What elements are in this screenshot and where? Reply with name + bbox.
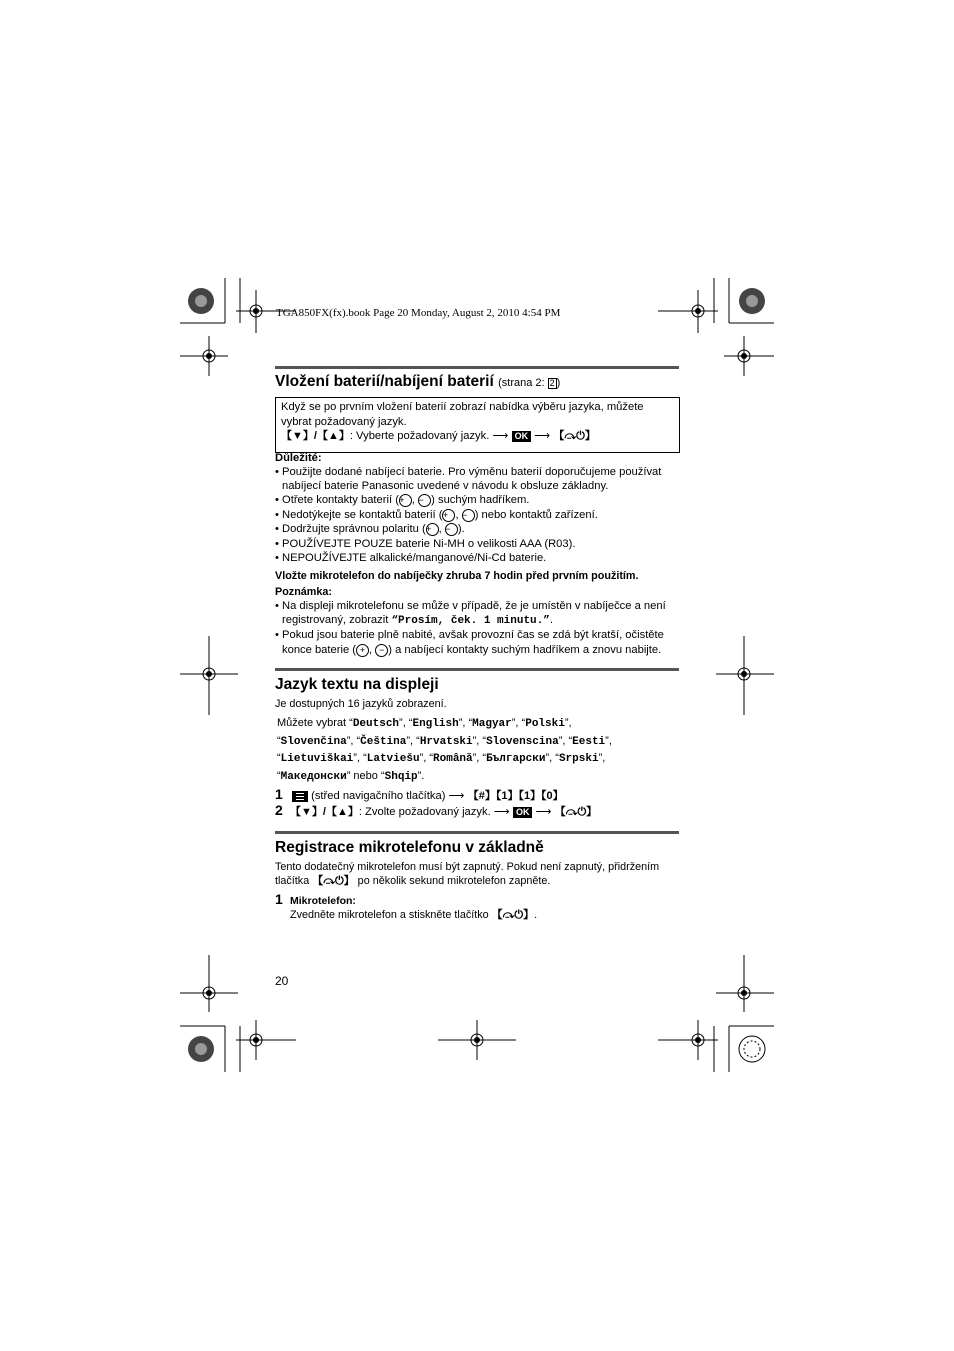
section-divider [275, 831, 679, 834]
page-ref: (strana 2: 2 ) [498, 377, 561, 389]
up-down-keys: 【▼】/【▲】 [281, 430, 350, 442]
section-title-batteries [275, 373, 560, 391]
section-divider [275, 366, 679, 369]
section-divider [275, 668, 679, 671]
section-title-registration: Registrace mikrotelefonu v základně [275, 839, 544, 856]
plus-icon: + [426, 523, 439, 536]
bullet-item: • Dodržujte správnou polaritu (+ , − ). [275, 523, 465, 535]
note-item: • Pokud jsou baterie plně nabité, avšak provozní čas se zdá být kratší, očistěte [275, 629, 664, 641]
page-number: 20 [275, 974, 289, 988]
off-key: 【⤼⏻】 [491, 909, 535, 921]
note-label: Poznámka: [275, 586, 332, 598]
step-number: 1 [275, 891, 283, 907]
minus-icon: − [445, 523, 458, 536]
minus-icon: − [375, 644, 388, 657]
bullet-item: • POUŽÍVEJTE POUZE baterie Ni-MH o velikosti AAA (R03). [275, 538, 576, 550]
plus-icon: + [442, 509, 455, 522]
language-list: Můžete vybrat “Deutsch”, “English”, “Magyar”, “Polski”, “Slovenčina”, “Čeština”, “Hrvatski”, “Slovenscina”, “Eesti”, “Lietuviškai”, “Latviešu”, “Română”, “Български”, “Srpski”, “Македонски” nebo “Shqip”. [277, 717, 612, 783]
step-1-text: (střed navigačního tlačítka) ⟶ 【#】【1】【1】【0】 [292, 789, 564, 804]
box-instruction: 【▼】/【▲】: Vyberte požadovaný jazyk. ⟶ OK ⟶ 【⤼⏻】 [281, 430, 596, 442]
plus-icon: + [399, 494, 412, 507]
up-down-keys: 【▼】/【▲】 [290, 806, 359, 818]
plus-icon: + [356, 644, 369, 657]
bullet-item-cont: nabíjecí baterie Panasonic uvedené v návodu k obsluze základny. [282, 480, 609, 492]
minus-icon: − [418, 494, 431, 507]
arrow-icon: ⟶ [535, 806, 552, 818]
bullet-item: • NEPOUŽÍVEJTE alkalické/manganové/Ni-Cd baterie. [275, 552, 547, 564]
language-intro: Je dostupných 16 jazyků zobrazení. [275, 698, 447, 710]
note-item-cont: konce baterie ( + , − ) a nabíjecí kontakty suchým hadříkem a znovu nabijte. [282, 644, 662, 656]
note-item: • Na displeji mikrotelefonu se může v případě, že je umístěn v nabíječce a není [275, 600, 666, 612]
off-key: 【⤼⏻】 [312, 875, 355, 887]
menu-icon [292, 791, 308, 802]
handset-instruction: Zvedněte mikrotelefon a stiskněte tlačítko 【⤼⏻】. [290, 909, 538, 921]
display-message: “Prosím, ček. 1 minutu.” [391, 615, 550, 627]
registration-intro: Tento dodatečný mikrotelefon musí být zapnutý. Pokud není zapnutý, přidržením [275, 861, 660, 873]
code-keys: 【#】【1】【1】【0】 [467, 790, 564, 802]
bullet-item: • Použijte dodané nabíjecí baterie. Pro výměnu baterií doporučujeme používat [275, 466, 662, 478]
arrow-icon: ⟶ [492, 430, 509, 442]
bullet-item: • Nedotýkejte se kontaktů baterií (+ , − ) nebo kontaktů zařízení. [275, 509, 598, 521]
box-line: Když se po prvním vložení baterií zobrazí nabídka výběru jazyka, můžete [281, 401, 644, 413]
section-title-text: Vložení baterií/nabíjení baterií [275, 373, 494, 390]
off-key: 【⤼⏻】 [553, 430, 596, 442]
arrow-icon: ⟶ [534, 430, 551, 442]
off-key: 【⤼⏻】 [554, 806, 598, 818]
arrow-icon: ⟶ [448, 790, 465, 802]
charge-note: Vložte mikrotelefon do nabíječky zhruba 7 hodin před prvním použitím. [275, 570, 639, 582]
section-title-language: Jazyk textu na displeji [275, 676, 439, 693]
ok-icon: OK [512, 431, 532, 442]
arrow-icon: ⟶ [493, 806, 510, 818]
box-line: vybrat požadovaný jazyk. [281, 415, 407, 428]
handset-label: Mikrotelefon: [290, 895, 356, 907]
important-label: Důležité: [275, 452, 322, 464]
step-number: 2 [275, 802, 283, 818]
note-item-cont: registrovaný, zobrazit “Prosím, ček. 1 minutu.”. [282, 614, 553, 627]
minus-icon: − [462, 509, 475, 522]
bullet-item: • Otřete kontakty baterií (+ , − ) suchým hadříkem. [275, 494, 530, 506]
registration-intro-cont: tlačítka 【⤼⏻】 po několik sekund mikrotelefon zapněte. [275, 875, 551, 887]
language-select-box [275, 397, 680, 453]
file-header-line: TGA850FX(fx).book Page 20 Monday, August 2, 2010 4:54 PM [276, 307, 561, 319]
step-2-text: 【▼】/【▲】: Zvolte požadovaný jazyk. ⟶ OK ⟶ 【⤼⏻】 [290, 806, 598, 818]
step-number: 1 [275, 786, 283, 802]
ok-icon: OK [513, 807, 533, 818]
